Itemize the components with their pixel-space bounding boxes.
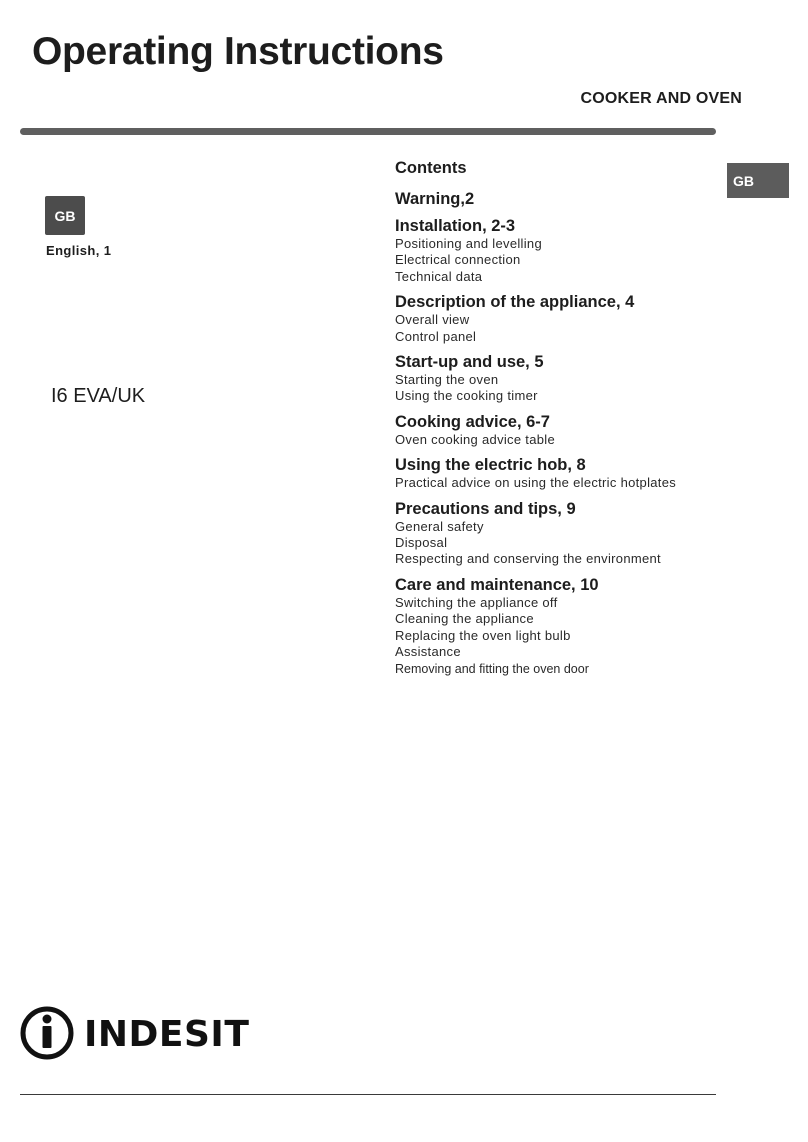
top-divider xyxy=(20,128,716,135)
toc-item: Using the cooking timer xyxy=(395,388,538,404)
toc-item: Oven cooking advice table xyxy=(395,431,555,447)
language-label: English, 1 xyxy=(46,243,112,258)
toc-item: Positioning and levelling xyxy=(395,236,542,251)
toc-section-installation xyxy=(395,216,725,285)
toc-item: Technical data xyxy=(395,268,483,284)
toc-section-title: Cooking advice, 6-7 xyxy=(395,412,550,431)
toc-item: Starting the oven xyxy=(395,372,499,388)
toc-section-title: Installation, 2-3 xyxy=(395,217,516,235)
toc-section-warning xyxy=(395,189,725,209)
toc-item: Replacing the oven light bulb xyxy=(395,627,571,643)
language-badge: GB xyxy=(45,196,85,235)
toc-item: Electrical connection xyxy=(395,252,521,268)
toc-item: Switching the appliance off xyxy=(395,594,558,610)
toc-section-cooking-advice xyxy=(395,412,725,448)
toc-section-title: Description of the appliance, 4 xyxy=(395,293,635,312)
model-number: I6 EVA/UK xyxy=(51,385,146,407)
table-of-contents xyxy=(395,156,725,684)
toc-item: Practical advice on using the electric hotplates xyxy=(395,475,677,491)
toc-section-precautions xyxy=(395,499,725,568)
indesit-i-circle-icon xyxy=(20,1004,76,1062)
side-language-tab: GB xyxy=(727,163,789,198)
toc-section-title: Care and maintenance, 10 xyxy=(395,575,599,594)
toc-item: Control panel xyxy=(395,328,477,344)
toc-section-title: Precautions and tips, 9 xyxy=(395,499,576,518)
contents-heading: Contents xyxy=(395,159,467,177)
bottom-divider xyxy=(20,1094,716,1095)
document-subtitle: COOKER AND OVEN xyxy=(580,90,742,107)
toc-item: Disposal xyxy=(395,535,448,551)
page-title: Operating Instructions xyxy=(32,30,444,73)
toc-section-electric-hob xyxy=(395,455,725,491)
brand-logo xyxy=(20,1004,250,1062)
toc-section-title: Warning,2 xyxy=(395,190,475,208)
toc-section-title: Start-up and use, 5 xyxy=(395,353,544,372)
toc-item: Overall view xyxy=(395,312,470,328)
toc-section-description xyxy=(395,292,725,345)
toc-item: Assistance xyxy=(395,644,461,660)
brand-name: INDESIT xyxy=(84,1014,250,1055)
toc-item: Respecting and conserving the environment xyxy=(395,551,661,567)
toc-section-title: Using the electric hob, 8 xyxy=(395,456,586,475)
toc-item: General safety xyxy=(395,518,484,534)
toc-item: Cleaning the appliance xyxy=(395,611,534,627)
toc-section-startup xyxy=(395,352,725,405)
toc-section-care xyxy=(395,575,725,677)
toc-item: Removing and fitting the oven door xyxy=(395,661,589,676)
